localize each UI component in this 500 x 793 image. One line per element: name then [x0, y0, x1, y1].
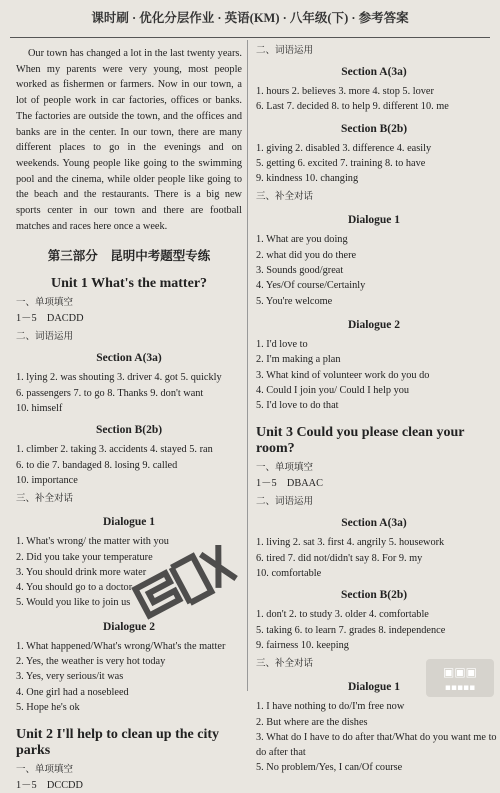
u1-section-a-line: 1. lying 2. was shouting 3. driver 4. got 5. quickly — [16, 372, 222, 384]
u2-dialogue1-title: Dialogue 1 — [347, 214, 401, 227]
u3-dialogue1-line: do after that — [256, 747, 306, 759]
u1-dialogue1-title: Dialogue 1 — [102, 516, 156, 529]
u3-section-b-title: Section B(2b) — [340, 589, 408, 602]
u1-single-choice-answers: 1－5 DACDD — [16, 313, 84, 325]
u2-dialogue2-line: 2. I'm making a plan — [256, 354, 341, 366]
u2-single-choice-answers: 1－5 DCCDD — [16, 780, 83, 792]
u3-dialogue1-line: 2. But where are the dishes — [256, 716, 368, 728]
u1-dialogue2-line: 1. What happened/What's wrong/What's the matter — [16, 640, 226, 652]
u2-dialogue2-title: Dialogue 2 — [347, 318, 401, 331]
u3-dialogue1-line: 5. No problem/Yes, I can/Of course — [256, 762, 403, 774]
u2-dialogue2-line: 3. What kind of volunteer work do you do — [256, 369, 430, 381]
u2-dialogue1-line: 1. What are you doing — [256, 234, 348, 246]
u1-section-a-line: 6. passengers 7. to go 8. Thanks 9. don't want — [16, 387, 204, 399]
part-title: 第三部分 昆明中考题型专练 — [47, 248, 211, 264]
u2-section-a-title: Section A(3a) — [341, 66, 407, 78]
u3-section-b-line: 5. taking 6. to learn 7. grades 8. independence — [256, 624, 446, 636]
page-header: 课时刷 · 优化分层作业 · 英语(KM) · 八年级(下) · 参考答案 — [91, 11, 409, 25]
u1-dialogue1-line: 5. Would you like to join us — [16, 597, 131, 609]
u3-section-b-line: 9. fairness 10. keeping — [256, 639, 349, 651]
u1-section-b-line: 1. climber 2. taking 3. accidents 4. stayed 5. ran — [16, 444, 213, 456]
u1-dialogue1-line: 4. You should go to a doctor — [16, 582, 133, 594]
reading-paragraph: Our town has changed a lot in the last twenty years. When my parents were very young, most people worked as fishermen or farmers. Now in our town, a lot of people work in car factories, offices or banks. The factories are outside the town, and the offices and banks are in the center. In our town, there are many different places to go in the evenings and on weekends. Young people like going to the swimming pool and the cinema, while older people like going to the beach and the restaurants. There is a big new sports center in our town and there are football matches and races here once a week. — [16, 48, 242, 232]
u3-dialogue1-title: Dialogue 1 — [347, 681, 401, 694]
u2-section-b-line: 5. getting 6. excited 7. training 8. to have — [256, 157, 426, 169]
svg-text:▪▪▪▪▪: ▪▪▪▪▪ — [444, 683, 476, 693]
right-column — [256, 40, 497, 774]
u1-section-b-title: Section B(2b) — [95, 424, 163, 437]
u2-dialogue2-line: 5. I'd love to do that — [256, 400, 339, 412]
unit1-title: Unit 1 What's the matter? — [50, 276, 208, 292]
u3-section-b-line: 1. don't 2. to study 3. older 4. comfortable — [256, 609, 429, 621]
u1-word-use-label: 二、词语运用 — [16, 331, 74, 343]
u1-dialogue-label: 三、补全对话 — [16, 493, 74, 505]
u1-section-a-line: 10. himself — [16, 403, 63, 415]
u1-dialogue2-title: Dialogue 2 — [102, 620, 156, 633]
u1-section-b-line: 10. importance — [16, 474, 78, 486]
u3-word-use-label: 二、词语运用 — [256, 496, 314, 508]
u3-dialogue-label: 三、补全对话 — [256, 658, 314, 670]
u2-single-choice-label: 一、单项填空 — [16, 764, 74, 776]
svg-text:▣▣▣: ▣▣▣ — [442, 665, 478, 679]
u1-dialogue1-line: 3. You should drink more water — [16, 566, 147, 578]
u2-dialogue1-line: 3. Sounds good/great — [256, 265, 344, 277]
u2-section-b-title: Section B(2b) — [340, 122, 408, 135]
u1-dialogue2-line: 2. Yes, the weather is very hot today — [16, 656, 166, 667]
u3-single-choice-label: 一、单项填空 — [256, 462, 314, 474]
u2-section-b-line: 1. giving 2. disabled 3. difference 4. easily — [256, 142, 432, 154]
u3-single-choice-answers: 1－5 DBAAC — [256, 478, 323, 490]
u2-word-use-label: 二、词语运用 — [256, 45, 314, 56]
u1-dialogue2-line: 3. Yes, very serious/it was — [16, 671, 124, 683]
u2-section-a-line: 1. hours 2. believes 3. more 4. stop 5. lover — [256, 86, 434, 97]
unit2-title: Unit 2 I'll help to clean up the city parks — [16, 727, 220, 759]
u2-dialogue2-line: 4. Could I join you/ Could I help you — [256, 384, 410, 396]
u2-dialogue1-line: 2. what did you do there — [256, 249, 357, 261]
unit3-title: Unit 3 Could you please clean your room? — [256, 425, 465, 457]
site-logo — [426, 659, 494, 697]
u3-section-a-line: 10. comfortable — [256, 568, 322, 580]
u3-section-a-line: 6. tired 7. did not/didn't say 8. For 9. my — [256, 552, 423, 564]
u2-dialogue1-line: 4. Yes/Of course/Certainly — [256, 280, 366, 292]
left-column — [16, 40, 242, 792]
u1-section-b-line: 6. to die 7. bandaged 8. losing 9. called — [16, 459, 178, 471]
u3-section-a-title: Section A(3a) — [341, 517, 407, 530]
column-divider — [247, 40, 248, 691]
u2-section-a-line: 6. Last 7. decided 8. to help 9. different 10. me — [256, 101, 449, 113]
u1-dialogue1-line: 1. What's wrong/ the matter with you — [16, 536, 169, 548]
u1-dialogue1-line: 2. Did you take your temperature — [16, 551, 153, 563]
u2-dialogue2-line: 1. I'd love to — [256, 338, 308, 350]
u3-section-a-line: 1. living 2. sat 3. first 4. angrily 5. housework — [256, 537, 445, 549]
u1-section-a-title: Section A(3a) — [96, 352, 162, 365]
u1-dialogue2-line: 5. Hope he's ok — [16, 701, 80, 713]
u2-dialogue-label: 三、补全对话 — [256, 191, 314, 203]
u2-section-b-line: 9. kindness 10. changing — [256, 173, 359, 185]
u3-dialogue1-line: 1. I have nothing to do/I'm free now — [256, 701, 405, 713]
u3-dialogue1-line: 3. What do I have to do after that/What do you want me to — [256, 731, 497, 743]
header-rule — [10, 37, 490, 38]
u1-single-choice-label: 一、单项填空 — [16, 297, 74, 309]
u2-dialogue1-line: 5. You're welcome — [256, 295, 333, 307]
u1-dialogue2-line: 4. One girl had a nosebleed — [16, 686, 129, 698]
